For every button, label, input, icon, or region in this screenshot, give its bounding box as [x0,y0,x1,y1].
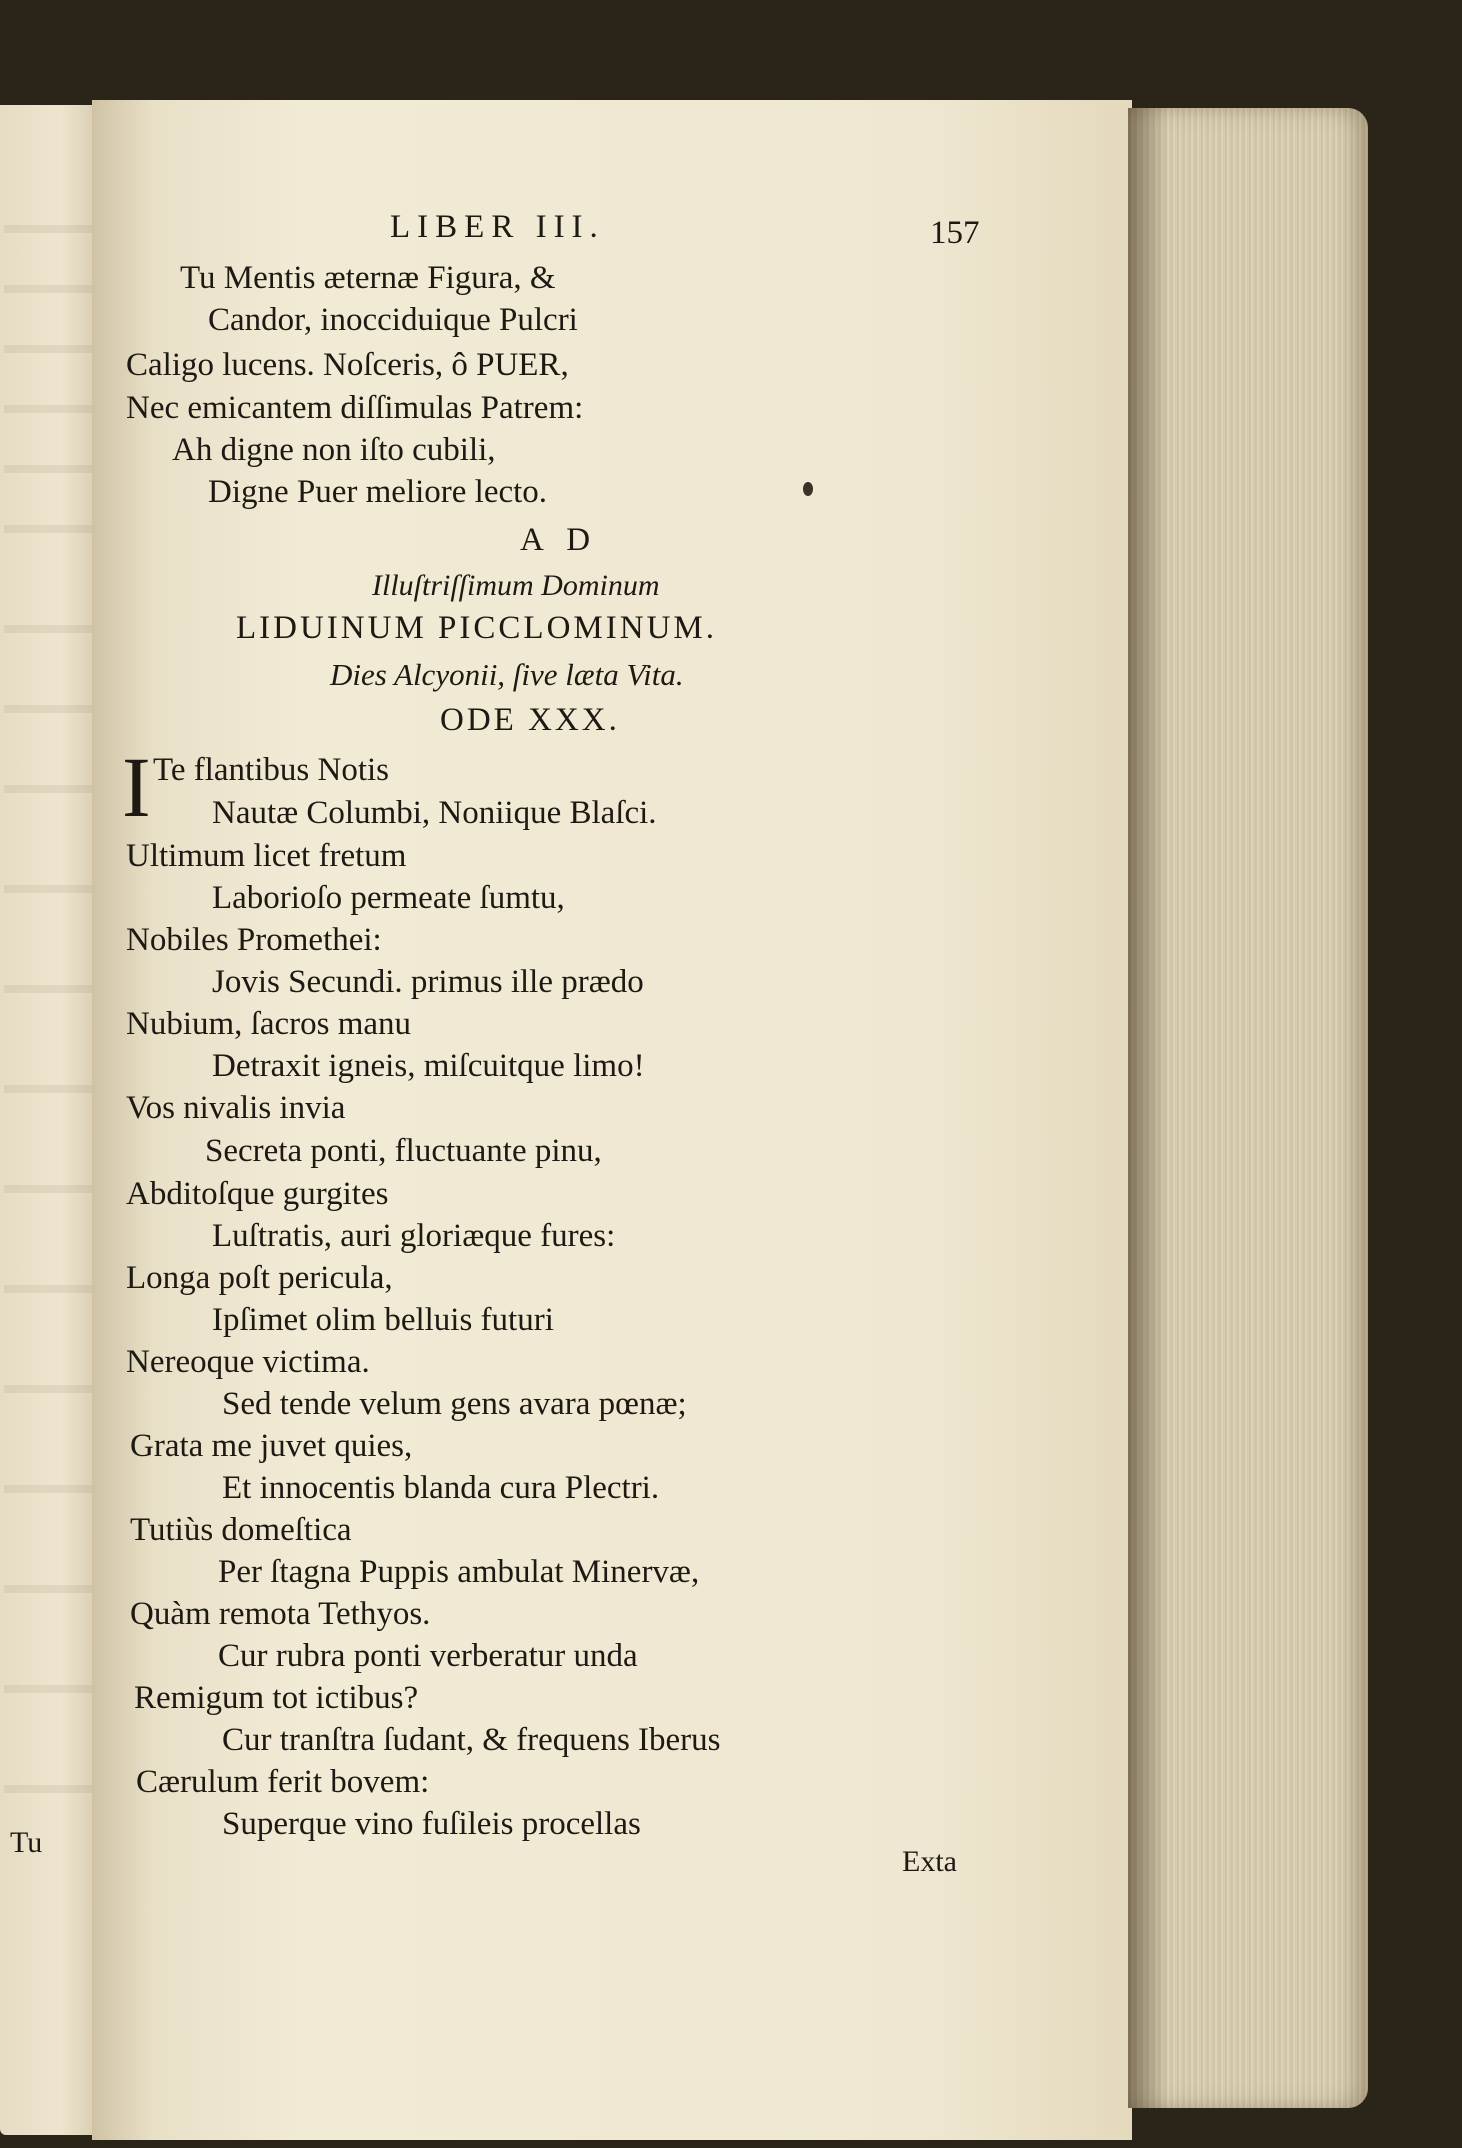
verse-line: Tutiùs domeſtica [130,1512,352,1548]
verse-line: Sed tende velum gens avara pœnæ; [222,1386,687,1422]
verse-line: Candor, inocciduique Pulcri [208,302,578,338]
ode-dedicatee-name: LIDUINUM PICCLOMINUM. [236,610,717,646]
ode-dedication: Illuſtriſſimum Dominum [372,569,660,602]
verse-line: Luſtratis, auri gloriæque fures: [212,1218,616,1254]
verse-line: Detraxit igneis, miſcuitque limo! [212,1048,645,1084]
verse-line: Digne Puer meliore lecto. [208,474,548,510]
ode-number: ODE XXX. [440,702,620,738]
verse-line: Cur rubra ponti verberatur unda [218,1638,638,1674]
verse-line: Et innocentis blanda cura Plectri. [222,1470,660,1506]
verse-line: Superque vino fuſileis procellas [222,1806,641,1842]
verse-line: Nereoque victima. [126,1344,370,1380]
verse-line: Secreta ponti, fluctuante pinu, [205,1133,602,1169]
page-number: 157 [930,215,980,251]
drop-initial: I [122,739,151,835]
verse-line: Te flantibus Notis [153,752,389,788]
left-page-catchword: Tu [10,1826,43,1859]
verse-line: Cur tranſtra ſudant, & frequens Iberus [222,1722,721,1758]
running-head: LIBER III. [390,209,605,245]
verse-line: Tu Mentis æternæ Figura, & [180,260,556,296]
verse-line: Ultimum licet fretum [126,838,407,874]
verse-line: Ipſimet olim belluis futuri [212,1302,554,1338]
verse-line: Nec emicantem diſſimulas Patrem: [126,390,584,426]
verse-line: Caligo lucens. Noſceris, ô PUER, [126,347,569,383]
verse-line: Abditoſque gurgites [126,1176,389,1212]
verse-line: Nubium, ſacros manu [126,1006,412,1042]
verse-line: Jovis Secundi. primus ille prædo [212,964,644,1000]
verse-line: Vos nivalis invia [126,1090,346,1126]
verse-line: Cærulum ferit bovem: [136,1764,430,1800]
ode-heading-ad: A D [520,522,599,558]
ode-subtitle: Dies Alcyonii, ſive læta Vita. [330,657,684,692]
verse-line: Grata me juvet quies, [130,1428,413,1464]
verse-line: Nautæ Columbi, Noniique Blaſci. [212,795,657,831]
verse-line: Laborioſo permeate ſumtu, [212,880,565,916]
verse-line: Remigum tot ictibus? [134,1680,419,1716]
catchword: Exta [902,1845,957,1878]
verse-line: Nobiles Promethei: [126,922,382,958]
verse-line: Ah digne non iſto cubili, [172,432,496,468]
verse-line: Longa poſt pericula, [126,1260,393,1296]
verse-line: Per ſtagna Puppis ambulat Minervæ, [218,1554,700,1590]
verse-line: Quàm remota Tethyos. [130,1596,431,1632]
ink-speck [803,482,813,496]
